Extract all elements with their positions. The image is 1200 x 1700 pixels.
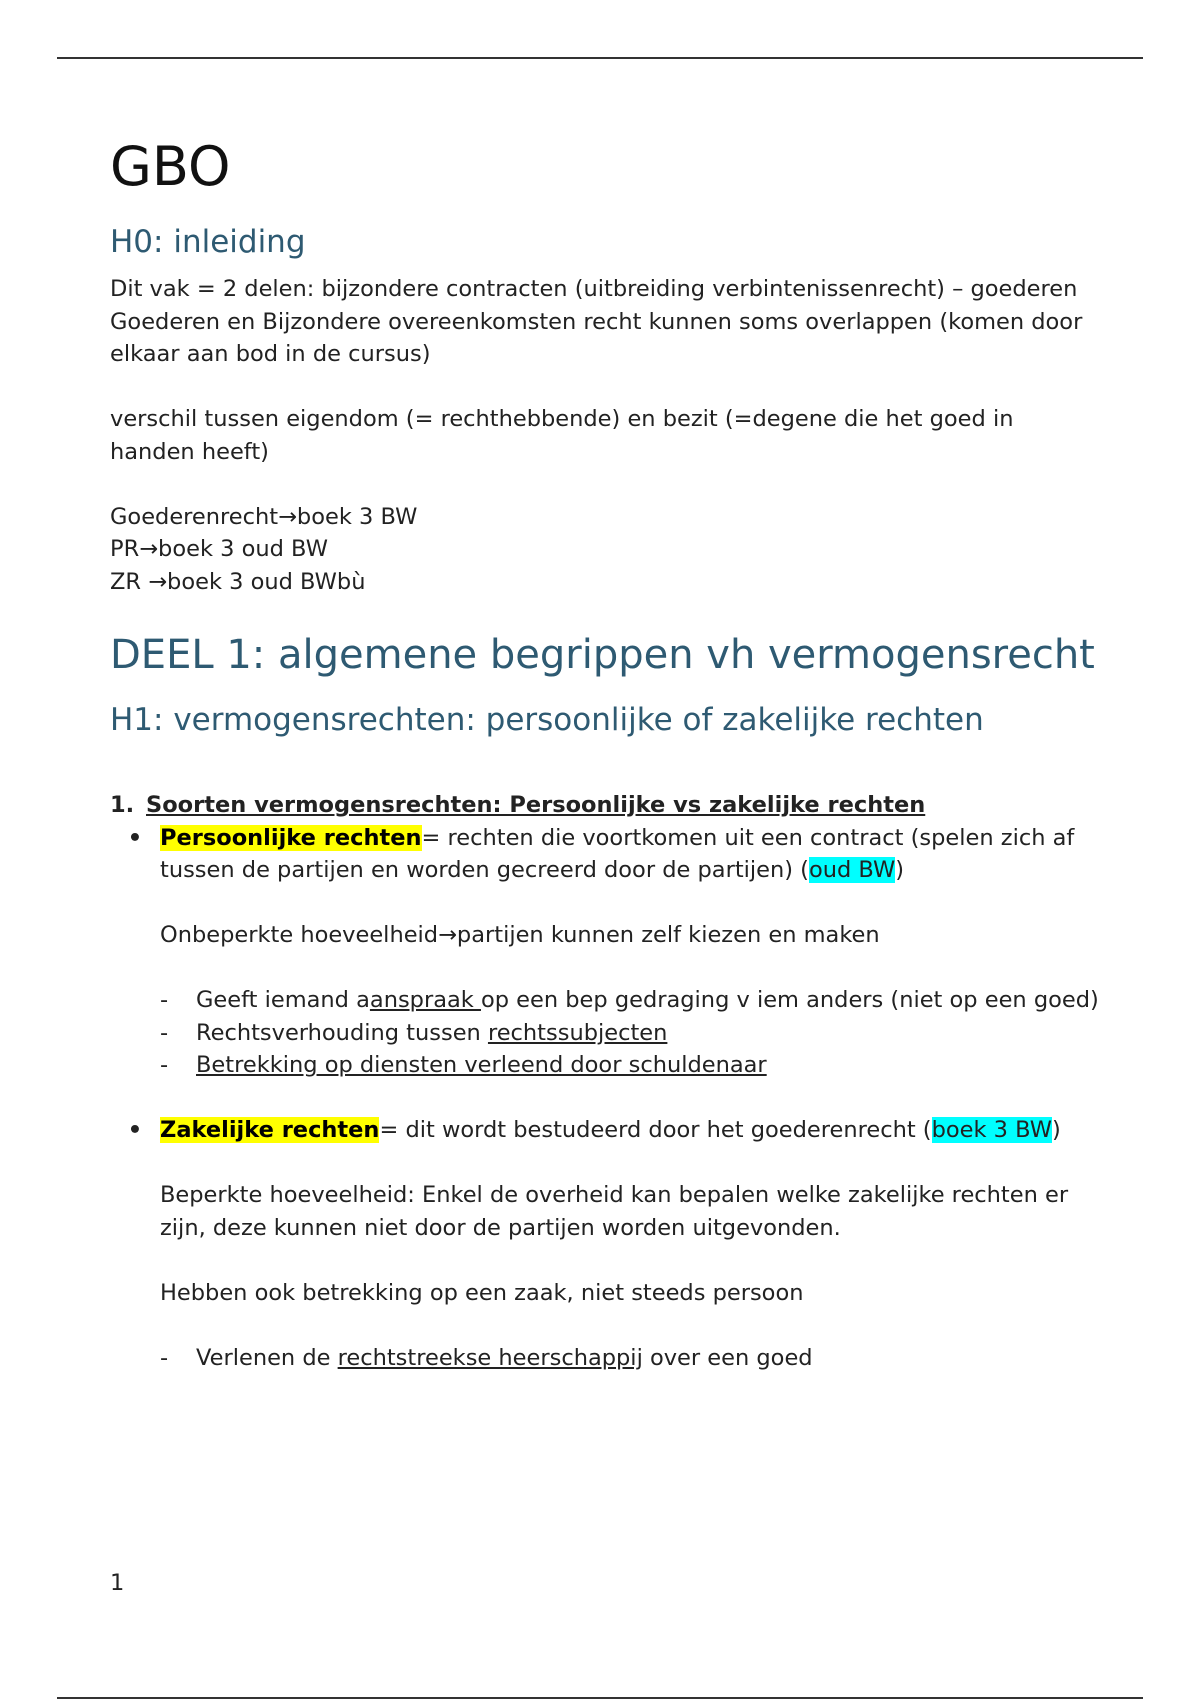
dash-item: - Rechtsverhouding tussen rechtssubjecten [160,1019,668,1046]
intro-line-3: verschil tussen eigendom (= rechthebbende) en bezit (=degene die het goed in handen heeft) [110,406,1014,465]
paragraph-onbeperkt: Onbeperkte hoeveelheid→partijen kunnen zelf kiezen en maken [160,922,880,949]
bullet-icon: • [127,1117,143,1144]
list-item-zakelijk: • Zakelijke rechten= dit wordt bestudeerd door het goederenrecht (boek 3 BW) [110,1114,1100,1147]
document-title: GBO [110,135,231,198]
intro-line-2: Goederen en Bijzondere overeenkomsten recht kunnen soms overlappen (komen door elkaar aan bod in de cursus) [110,308,1083,368]
section-number: 1. [110,792,135,819]
section-heading [110,789,1100,822]
dash-item: - Verlenen de rechtstreekse heerschappij over een goed [160,1344,813,1371]
dash-item: - Betrekking op diensten verleend door schuldenaar [160,1052,767,1079]
reference-oud-bw: oud BW [808,857,896,884]
header-rule [57,57,1143,59]
book-line: PR→boek 3 oud BW [110,536,328,563]
document-page [110,135,1100,1374]
dash-item: - Geeft iemand aanspraak op een bep gedraging v iem anders (niet op een goed) [160,987,1099,1014]
term-persoonlijke-rechten: Persoonlijke rechten [160,824,422,851]
term-zakelijke-rechten: Zakelijke rechten [160,1117,380,1144]
paragraph-betrekking: Hebben ook betrekking op een zaak, niet steeds persoon [160,1279,804,1306]
section-title: Soorten vermogensrechten: Persoonlijke vs zakelijke rechten [146,792,926,819]
reference-boek3-bw: boek 3 BW [931,1117,1053,1144]
footer-rule [57,1697,1143,1699]
definition-text: = dit wordt bestudeerd door het goederenrecht ( [379,1117,932,1144]
book-line: ZR →boek 3 oud BWbù [110,568,366,595]
paragraph-beperkt: Beperkte hoeveelheid: Enkel de overheid kan bepalen welke zakelijke rechten er zijn, deze kunnen niet door de partijen worden uitgevonden. [160,1182,1069,1241]
book-line: Goederenrecht→boek 3 BW [110,503,418,530]
bullet-icon: • [127,824,143,851]
intro-line-1: Dit vak = 2 delen: bijzondere contracten (uitbreiding verbintenissenrecht) – goederen [110,276,1078,303]
list-item-persoonlijk: • Persoonlijke rechten= rechten die voortkomen uit een contract (spelen zich af tussen de partijen en worden gecreerd door de partijen) (oud BW) [110,822,1100,887]
heading-deel1: DEEL 1: algemene begrippen vh vermogensrecht [110,632,1095,679]
page-number: 1 [110,1570,125,1596]
heading-h0: H0: inleiding [110,224,306,260]
heading-h1: H1: vermogensrechten: persoonlijke of zakelijke rechten [110,702,984,739]
definition-text: = rechten die voortkomen uit een contract (spelen zich af tussen de partijen en worden gecreerd door de partijen) ( [160,824,1075,884]
